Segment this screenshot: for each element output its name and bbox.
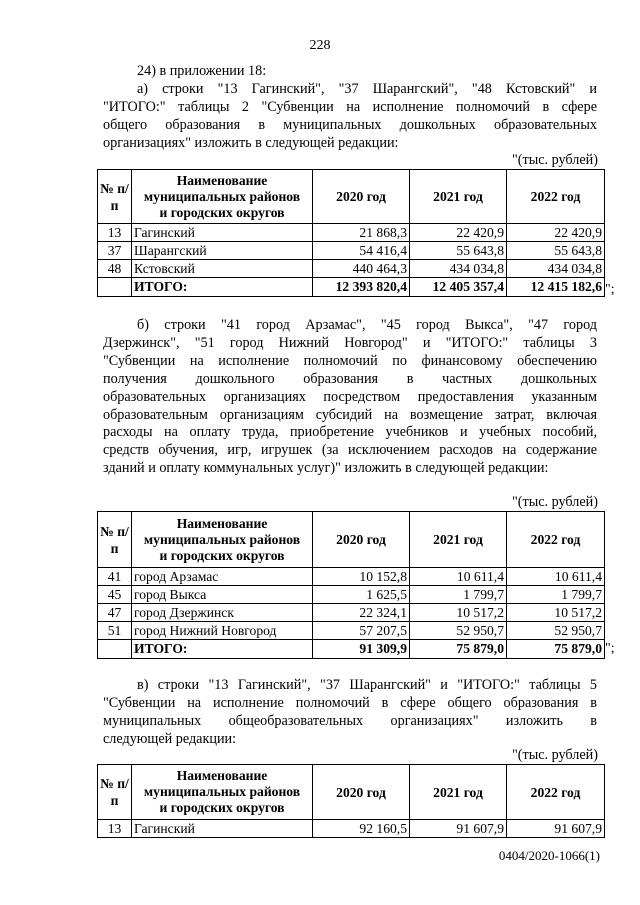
row-2022: 12 415 182,6 [507,278,605,297]
header-2020: 2020 год [313,512,410,568]
unit-label: "(тыс. рублей) [511,494,598,510]
paragraph-b-line: получения дошкольного образования в частных дошкольных [103,370,597,387]
table-row [98,568,605,586]
row-2021: 22 420,9 [410,224,507,242]
row-num [98,640,132,659]
row-num: 45 [98,586,132,604]
table-subventions-preschool [97,169,605,297]
header-2022: 2022 год [507,170,605,224]
header-name-line: и городских округов [159,800,285,815]
header-name [132,765,313,820]
header-2021: 2021 год [410,512,507,568]
header-2020: 2020 год [313,765,410,820]
header-2021: 2021 год [410,765,507,820]
row-2020: 54 416,4 [313,242,410,260]
page-number: 228 [309,38,331,53]
row-2021: 91 607,9 [410,820,507,838]
table-row [98,242,605,260]
row-num: 47 [98,604,132,622]
table-row [98,622,605,640]
header-num: № п/п [98,170,132,224]
header-2021: 2021 год [410,170,507,224]
row-2020: 92 160,5 [313,820,410,838]
paragraph-a-line: а) строки "13 Гагинский", "37 Шарангский", "48 Кстовский" и [137,81,597,97]
header-name [132,512,313,568]
row-2022: 10 611,4 [507,568,605,586]
row-2022: 52 950,7 [507,622,605,640]
paragraph-a-line: "ИТОГО:" таблицы 2 "Субвенции на исполнение полномочий в сфере [103,98,597,115]
paragraph-24: 24) в приложении 18: [137,63,267,79]
row-2021: 434 034,8 [410,260,507,278]
row-2020: 91 309,9 [313,640,410,659]
table-row [98,820,605,838]
row-2022: 22 420,9 [507,224,605,242]
row-num: 13 [98,224,132,242]
row-2022: 434 034,8 [507,260,605,278]
paragraph-c [103,677,597,749]
paragraph-a [103,81,597,153]
row-2020: 1 625,5 [313,586,410,604]
row-num: 48 [98,260,132,278]
row-2022: 91 607,9 [507,820,605,838]
paragraph-b-line: "Субвенции на исполнение полномочий по финансовому обеспечению [103,352,597,369]
row-2020: 12 393 820,4 [313,278,410,297]
row-num: 13 [98,820,132,838]
row-num: 37 [98,242,132,260]
paragraph-b-line: зданий и оплату коммунальных услуг)" изложить в следующей редакции: [103,460,549,477]
row-2020: 21 868,3 [313,224,410,242]
row-2022: 1 799,7 [507,586,605,604]
row-2020: 440 464,3 [313,260,410,278]
paragraph-c-line: "Субвенции на исполнение полномочий в сфере общего образования в [103,694,597,711]
header-name-line: муниципальных районов [143,188,301,204]
header-2022: 2022 год [507,512,605,568]
header-name-line: Наименование [176,172,268,188]
header-name-line: муниципальных районов [143,531,301,547]
row-2021: 1 799,7 [410,586,507,604]
header-name-line: и городских округов [159,547,285,563]
row-2020: 57 207,5 [313,622,410,640]
header-name [132,170,313,224]
header-name-line: Наименование [176,515,268,531]
closing-mark: "; [605,641,615,656]
header-2022: 2022 год [507,765,605,820]
row-name: ИТОГО: [132,278,313,297]
row-name: Гагинский [132,820,313,838]
row-2022: 10 517,2 [507,604,605,622]
table-subventions-private-preschool [97,511,605,659]
row-2021: 10 517,2 [410,604,507,622]
row-2022: 55 643,8 [507,242,605,260]
header-num: № п/п [98,512,132,568]
row-2021: 75 879,0 [410,640,507,659]
table-total-row [98,278,605,297]
header-2020: 2020 год [313,170,410,224]
row-2022: 75 879,0 [507,640,605,659]
row-name: город Выкса [132,586,313,604]
row-2020: 22 324,1 [313,604,410,622]
row-2021: 10 611,4 [410,568,507,586]
paragraph-b-line: Дзержинск", "51 город Нижний Новгород" и "ИТОГО:" таблицы 3 [103,334,597,351]
paragraph-c-line: следующей редакции: [103,730,237,747]
row-name: Гагинский [132,224,313,242]
paragraph-b-line: образовательным организациям субсидий на возмещение затрат, включая [103,406,597,423]
unit-label: "(тыс. рублей) [511,747,598,763]
table-subventions-general-education [97,764,605,838]
header-name-line: муниципальных районов [143,784,301,799]
table-row [98,260,605,278]
paragraph-b [103,317,597,478]
unit-label: "(тыс. рублей) [511,152,598,168]
paragraph-b-line: средств обучения, игр, игрушек (за исключением расходов на содержание [103,442,597,459]
row-name: город Дзержинск [132,604,313,622]
table-row [98,224,605,242]
closing-mark: "; [605,282,615,297]
paragraph-a-line: общего образования в муниципальных дошкольных образовательных [103,116,597,133]
header-name-line: Наименование [176,768,268,783]
row-name: город Арзамас [132,568,313,586]
paragraph-c-line: в) строки "13 Гагинский", "37 Шарангский" и "ИТОГО:" таблицы 5 [137,677,597,693]
paragraph-b-line: расходы на оплату труда, приобретение учебников и учебных пособий, [103,424,597,441]
row-num: 41 [98,568,132,586]
table-total-row [98,640,605,659]
paragraph-a-line: организациях" изложить в следующей редакции: [103,134,399,151]
row-2020: 10 152,8 [313,568,410,586]
row-2021: 55 643,8 [410,242,507,260]
document-code: 0404/2020-1066(1) [498,848,600,863]
row-2021: 52 950,7 [410,622,507,640]
row-name: Шарангский [132,242,313,260]
header-name-line: и городских округов [159,204,285,220]
paragraph-c-line: муниципальных общеобразовательных организациях" изложить в [103,712,597,729]
row-num [98,278,132,297]
header-num: № п/п [98,765,132,820]
row-name: ИТОГО: [132,640,313,659]
paragraph-b-line: б) строки "41 город Арзамас", "45 город Выкса", "47 город [137,317,597,333]
row-name: город Нижний Новгород [132,622,313,640]
table-row [98,586,605,604]
paragraph-b-line: образовательных организациях посредством предоставления указанным [103,388,597,405]
table-row [98,604,605,622]
row-num: 51 [98,622,132,640]
row-name: Кстовский [132,260,313,278]
row-2021: 12 405 357,4 [410,278,507,297]
